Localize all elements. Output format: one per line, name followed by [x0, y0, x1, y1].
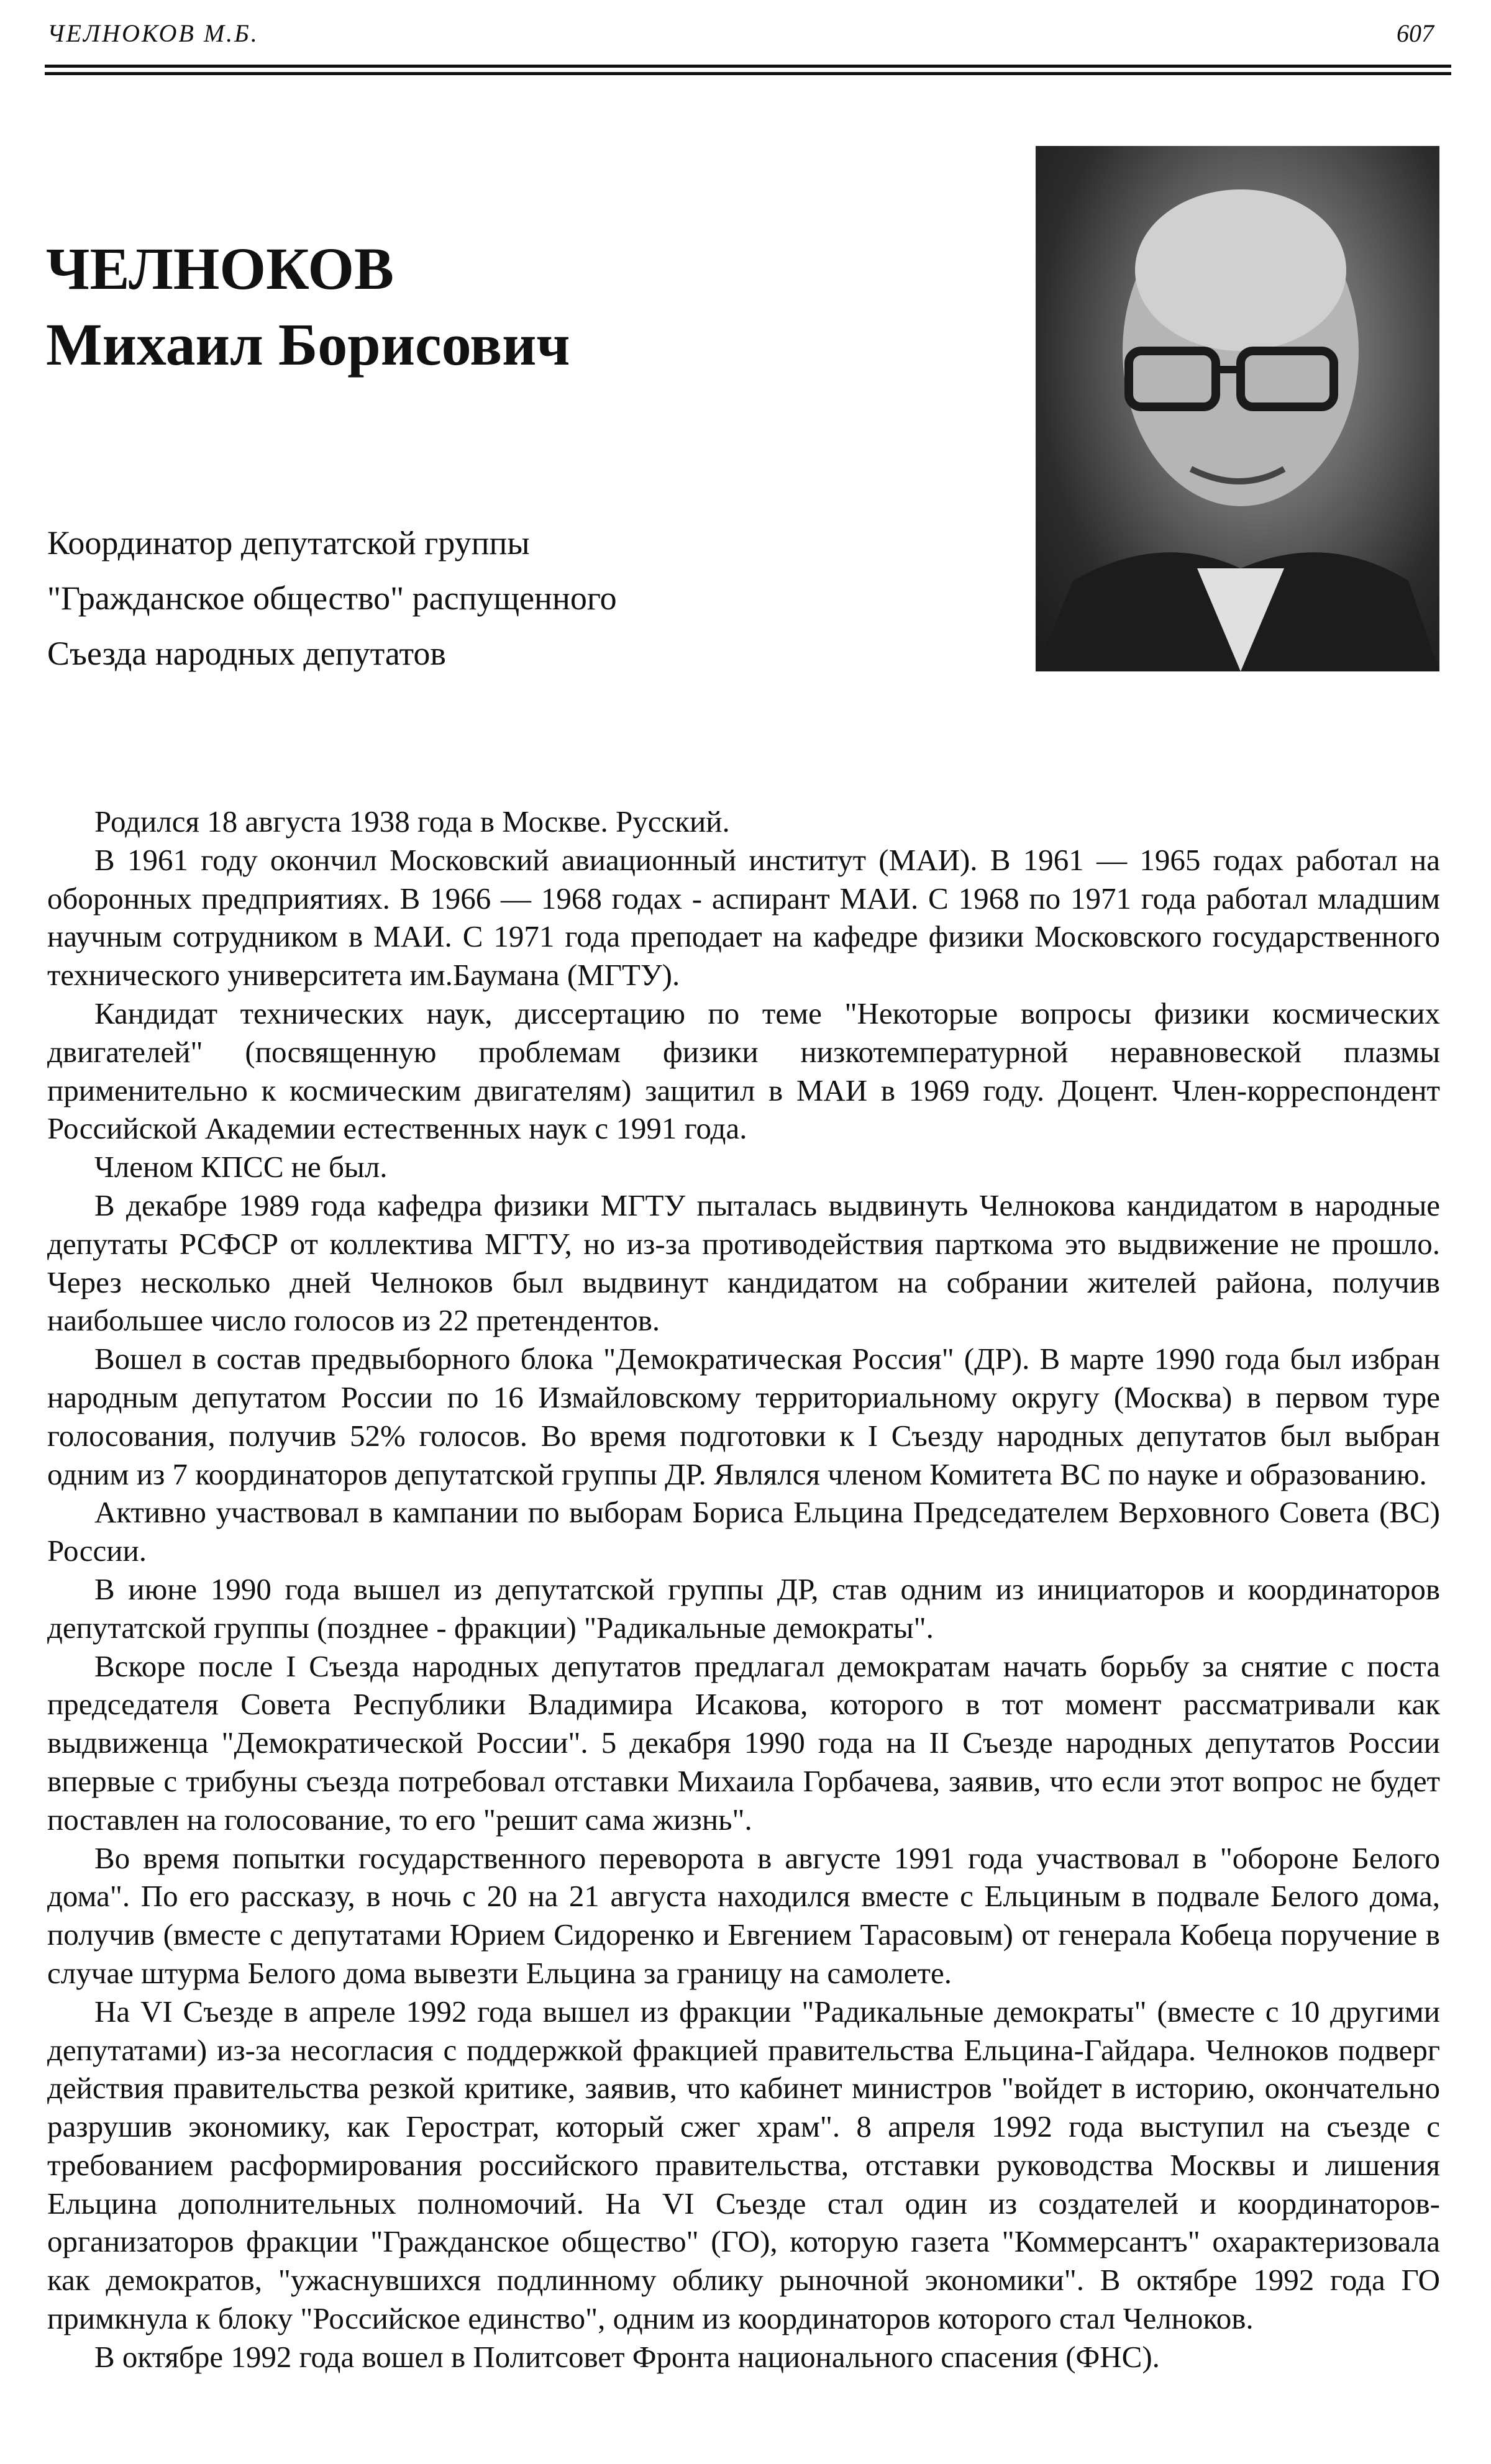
paragraph: Вскоре после I Съезда народных депутатов предлагал демократам начать борьбу за снятие с поста председателя Совета Республики Владимира Исакова, которого в тот момент рассматривали как выдвиженца "Демократической России". 5 декабря 1990 года на II Съезде народных депутатов России впервые с трибуны съезда потребовал отставки Михаила Горбачева, заявив, что если этот вопрос не будет поставлен на голосование, то его "решит сама жизнь". — [47, 1648, 1440, 1837]
paragraph: В 1961 году окончил Московский авиационный институт (МАИ). В 1961 — 1965 годах работал на оборонных предприятиях. В 1966 — 1968 годах - аспирант МАИ. С 1968 по 1971 года работал младшим научным сотрудником в МАИ. С 1971 года преподает на кафедре физики Московского государственного технического университета им.Баумана (МГТУ). — [47, 842, 1440, 993]
paragraph: Кандидат технических наук, диссертацию по теме "Некоторые вопросы физики космических двигателей" (посвященную проблемам физики низкотемпературной неравновеской плазмы применительно к космическим двигателям) защитил в МАИ в 1969 году. Доцент. Член-корреспондент Российской Академии естественных наук с 1991 года. — [47, 996, 1440, 1146]
subtitle-line: Координатор депутатской группы — [47, 524, 530, 561]
header-rule-bottom — [45, 72, 1451, 75]
paragraph: На VI Съезде в апреле 1992 года вышел из фракции "Радикальные демократы" (вместе с 10 другими депутатами) из-за несогласия с поддержкой фракцией правительства Ельцина-Гайдара. Челноков подверг действия правительства резкой критике, заявив, что кабинет министров "войдет в историю, окончательно разрушив экономику, как Герострат, который сжег храм". 8 апреля 1992 года выступил на съезде с требованием расформирования российского правительства, отставки руководства Москвы и лишения Ельцина дополнительных полномочий. На VI Съезде стал один из создателей и координаторов-организаторов фракции "Гражданское общество" (ГО), которую газета "Коммерсантъ" охарактеризовала как демократов, "ужаснувшихся подлинному облику рыночной экономики". В октябре 1992 года ГО примкнула к блоку "Российское единство", одним из координаторов которого стал Челноков. — [47, 1994, 1440, 2336]
paragraph: Вошел в состав предвыборного блока "Демократическая Россия" (ДР). В марте 1990 года был избран народным депутатом России по 16 Измайловскому территориальному округу (Москва) в первом туре голосования, получив 52% голосов. Во время подготовки к I Съезду народных депутатов был выбран одним из 7 координаторов депутатской группы ДР. Являлся членом Комитета ВС по науке и образованию. — [47, 1342, 1440, 1491]
paragraph: В июне 1990 года вышел из депутатской группы ДР, став одним из инициаторов и координаторов депутатской группы (позднее - фракции) "Радикальные демократы". — [47, 1571, 1440, 1645]
paragraph: Во время попытки государственного переворота в августе 1991 года участвовал в "обороне Белого дома". По его рассказу, в ночь с 20 на 21 августа находился вместе с Ельциным в подвале Белого дома, получив (вместе с депутатами Юрием Сидоренко и Евгением Тарасовым) от генерала Кобеца поручение в случае штурма Белого дома вывезти Ельцина за границу на самолете. — [47, 1840, 1440, 1990]
header-rule-top — [45, 65, 1451, 68]
running-title: ЧЕЛНОКОВ М.Б. — [47, 19, 259, 47]
article-title — [46, 231, 570, 383]
paragraph: Родился 18 августа 1938 года в Москве. Русский. — [94, 804, 730, 839]
page-number: 607 — [1397, 19, 1434, 47]
subtitle-line: "Гражданское общество" распущенного — [47, 580, 617, 617]
given-names: Михаил Борисович — [46, 311, 570, 378]
biography-text — [47, 802, 1440, 2376]
paragraph: Активно участвовал в кампании по выборам Бориса Ельцина Председателем Верховного Совета (ВС) России. — [47, 1495, 1440, 1568]
portrait-photo-icon — [1036, 146, 1439, 671]
paragraph: В октябре 1992 года вошел в Политсовет Фронта национального спасения (ФНС). — [94, 2339, 1160, 2374]
position-description — [47, 516, 617, 681]
surname: ЧЕЛНОКОВ — [46, 235, 394, 302]
subtitle-line: Съезда народных депутатов — [47, 635, 446, 672]
paragraph: В декабре 1989 года кафедра физики МГТУ пыталась выдвинуть Челнокова кандидатом в народные депутаты РСФСР от коллектива МГТУ, но из-за противодействия парткома это выдвижение не прошло. Через несколько дней Челноков был выдвинут кандидатом на собрании жителей района, получив наибольшее число голосов из 22 претендентов. — [47, 1188, 1440, 1338]
paragraph: Членом КПСС не был. — [94, 1150, 388, 1184]
